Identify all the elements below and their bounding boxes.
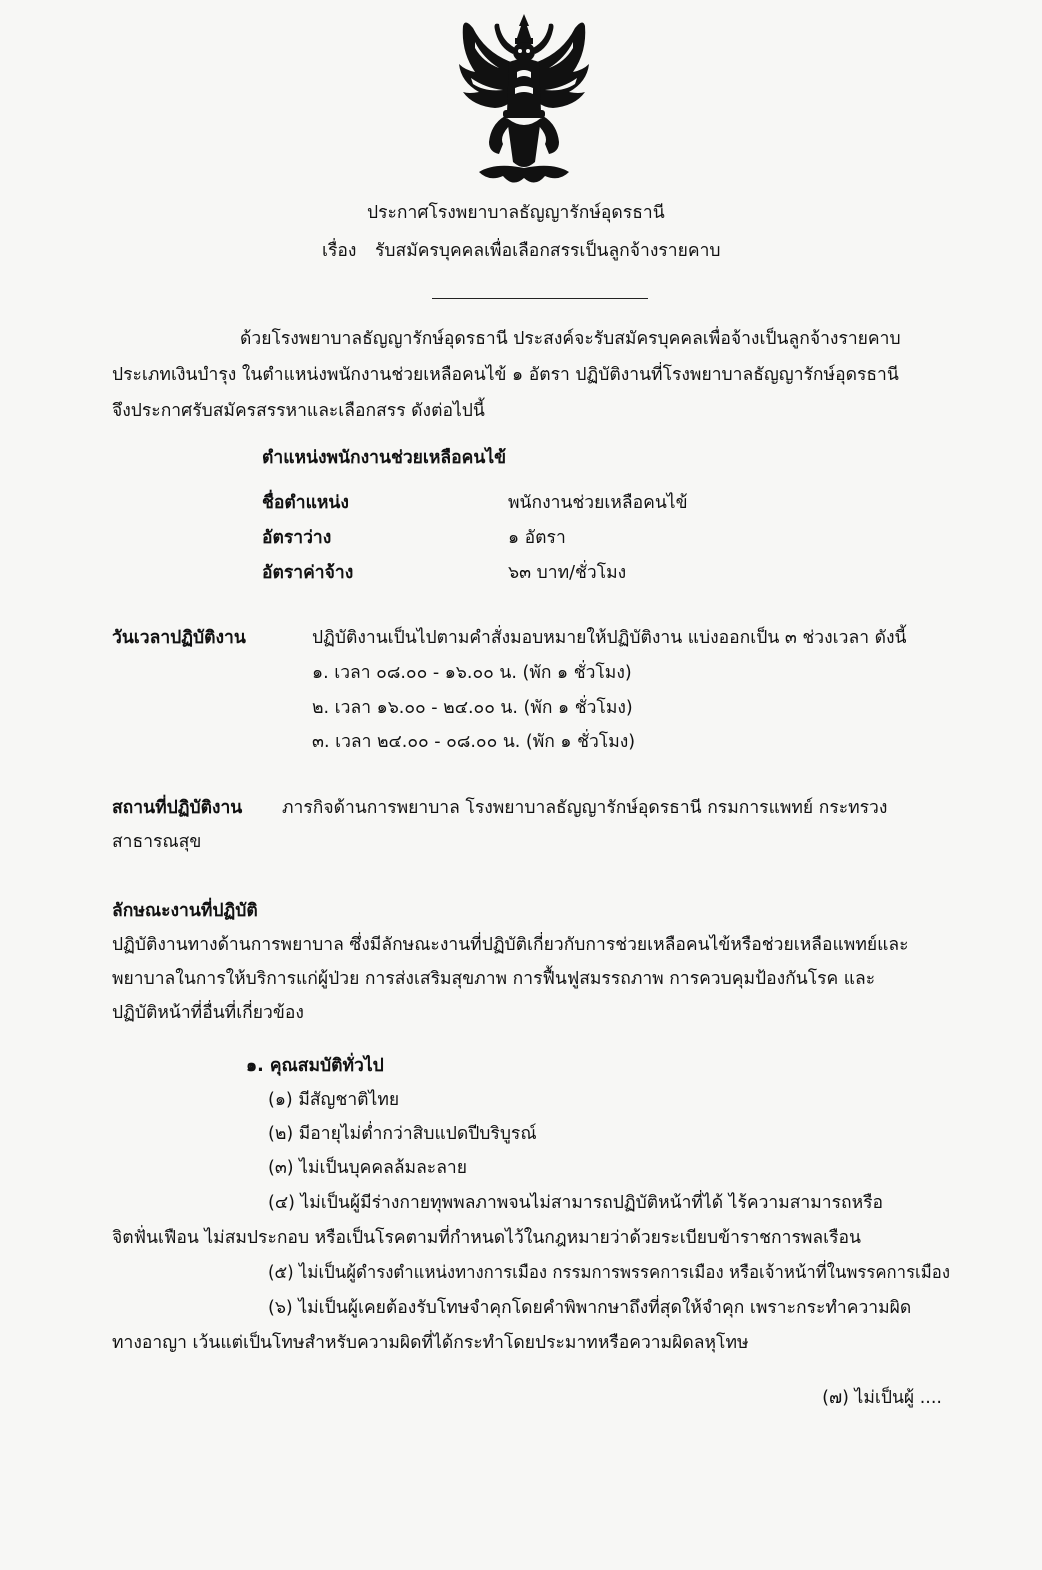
position-value-name: พนักงานช่วยเหลือคนไข้	[508, 493, 688, 513]
workplace-text-1: ภารกิจด้านการพยาบาล โรงพยาบาลธัญญารักษ์อุดรธานี กรมการแพทย์ กระทรวง	[282, 798, 888, 818]
shift-3: ๓. เวลา ๒๔.๐๐ - ๐๘.๐๐ น. (พัก ๑ ชั่วโมง)	[312, 732, 636, 752]
position-label-wage: อัตราค่าจ้าง	[262, 563, 354, 583]
schedule-label: วันเวลาปฏิบัติงาน	[112, 628, 246, 648]
duties-line-3: ปฏิบัติหน้าที่อื่นที่เกี่ยวข้อง	[112, 1003, 304, 1023]
qualification-4-line-2: จิตฟั่นเฟือน ไม่สมประกอบ หรือเป็นโรคตามที่กำหนดไว้ในกฎหมายว่าด้วยระเบียบข้าราชการพลเรือน	[112, 1228, 861, 1248]
qualification-6-line-1: (๖) ไม่เป็นผู้เคยต้องรับโทษจำคุกโดยคำพิพากษาถึงที่สุดให้จำคุก เพราะกระทำความผิด	[268, 1298, 912, 1318]
position-label-vacancy: อัตราว่าง	[262, 528, 332, 548]
intro-line-2: ประเภทเงินบำรุง ในตำแหน่งพนักงานช่วยเหลือคนไข้ ๑ อัตรา ปฏิบัติงานที่โรงพยาบาลธัญญารักษ์อุดรธานี	[112, 365, 899, 385]
duties-line-2: พยาบาลในการให้บริการแก่ผู้ป่วย การส่งเสริมสุขภาพ การฟื้นฟูสมรรถภาพ การควบคุมป้องกันโรค และ	[112, 969, 876, 989]
subject-label: เรื่อง	[322, 241, 357, 261]
duties-line-1: ปฏิบัติงานทางด้านการพยาบาล ซึ่งมีลักษณะงานที่ปฏิบัติเกี่ยวกับการช่วยเหลือคนไข้หรือช่วยเหลือแพทย์และ	[112, 935, 909, 955]
subject-text: รับสมัครบุคคลเพื่อเลือกสรรเป็นลูกจ้างรายคาบ	[375, 241, 721, 261]
intro-line-1: ด้วยโรงพยาบาลธัญญารักษ์อุดรธานี ประสงค์จะรับสมัครบุคคลเพื่อจ้างเป็นลูกจ้างรายคาบ	[240, 329, 901, 349]
intro-line-3: จึงประกาศรับสมัครสรรหาและเลือกสรร ดังต่อไปนี้	[112, 401, 485, 421]
shift-2: ๒. เวลา ๑๖.๐๐ - ๒๔.๐๐ น. (พัก ๑ ชั่วโมง)	[312, 698, 633, 718]
workplace-text-2: สาธารณสุข	[112, 832, 202, 852]
announcement-title: ประกาศโรงพยาบาลธัญญารักษ์อุดรธานี	[367, 203, 665, 223]
header-divider	[432, 298, 648, 299]
qualification-6-line-2: ทางอาญา เว้นแต่เป็นโทษสำหรับความผิดที่ได้กระทำโดยประมาทหรือความผิดลหุโทษ	[112, 1333, 749, 1353]
qualification-2: (๒) มีอายุไม่ต่ำกว่าสิบแปดปีบริบูรณ์	[268, 1124, 537, 1144]
position-heading: ตำแหน่งพนักงานช่วยเหลือคนไข้	[262, 448, 507, 468]
duties-heading: ลักษณะงานที่ปฏิบัติ	[112, 901, 258, 921]
qualification-5: (๕) ไม่เป็นผู้ดำรงตำแหน่งทางการเมือง กรรมการพรรคการเมือง หรือเจ้าหน้าที่ในพรรคการเมือง	[268, 1263, 950, 1283]
qualification-3: (๓) ไม่เป็นบุคคลล้มละลาย	[268, 1158, 468, 1178]
position-label-name: ชื่อตำแหน่ง	[262, 493, 349, 513]
garuda-emblem-icon	[455, 12, 593, 190]
position-value-vacancy: ๑ อัตรา	[508, 528, 566, 548]
schedule-text: ปฏิบัติงานเป็นไปตามคำสั่งมอบหมายให้ปฏิบัติงาน แบ่งออกเป็น ๓ ช่วงเวลา ดังนี้	[312, 628, 907, 648]
qualifications-heading: ๑. คุณสมบัติทั่วไป	[246, 1056, 384, 1076]
continuation-note: (๗) ไม่เป็นผู้ ....	[822, 1388, 942, 1408]
qualification-1: (๑) มีสัญชาติไทย	[268, 1090, 400, 1110]
workplace-label: สถานที่ปฏิบัติงาน	[112, 798, 243, 818]
shift-1: ๑. เวลา ๐๘.๐๐ - ๑๖.๐๐ น. (พัก ๑ ชั่วโมง)	[312, 663, 632, 683]
position-value-wage: ๖๓ บาท/ชั่วโมง	[508, 563, 627, 583]
qualification-4-line-1: (๔) ไม่เป็นผู้มีร่างกายทุพพลภาพจนไม่สามารถปฏิบัติหน้าที่ได้ ไร้ความสามารถหรือ	[268, 1193, 884, 1213]
